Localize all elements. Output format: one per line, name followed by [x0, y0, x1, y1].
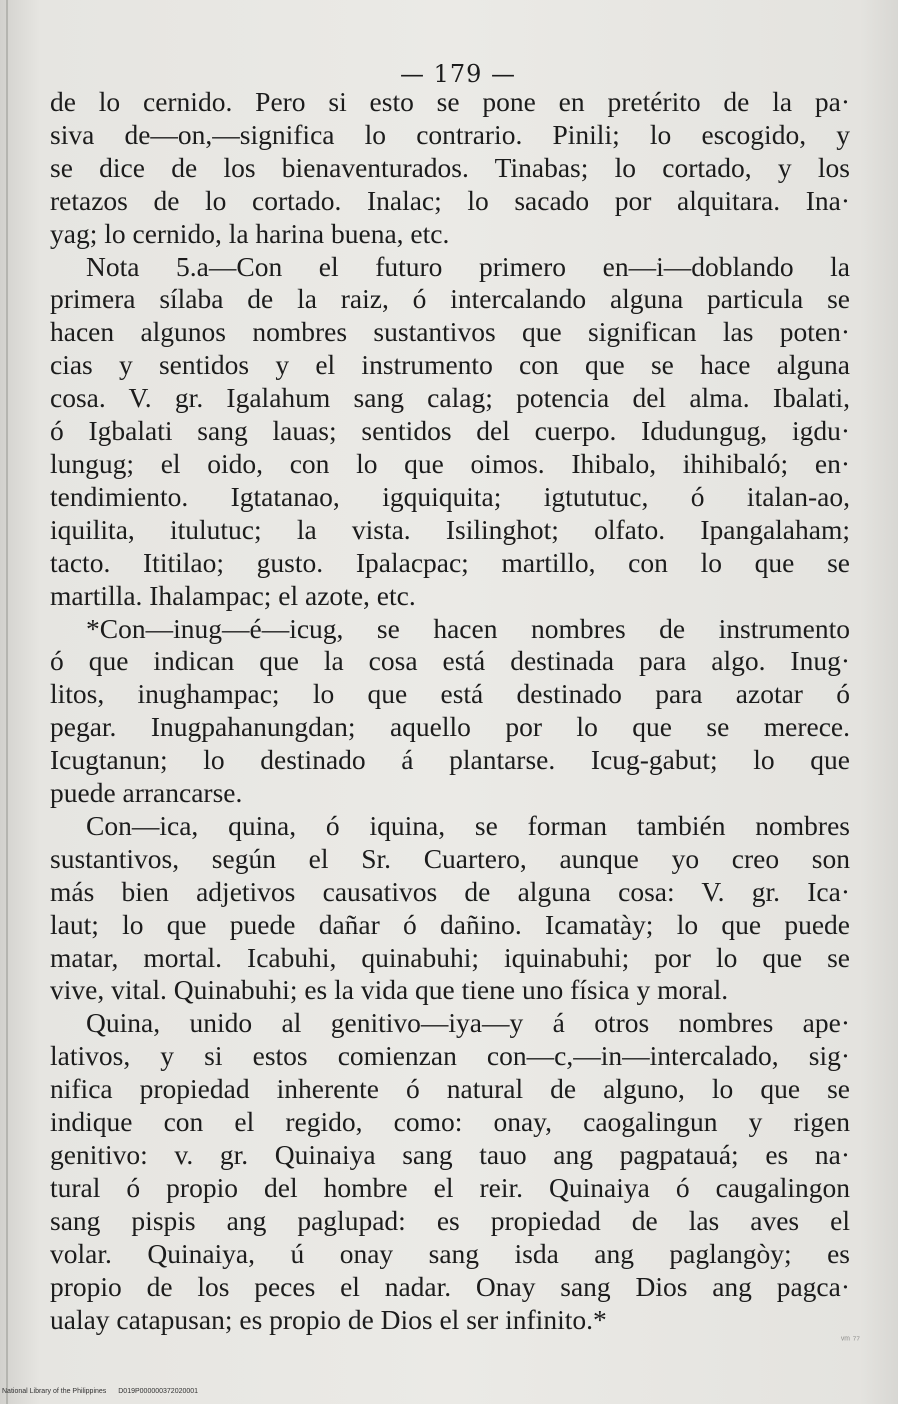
text-line: litos, inughampac; lo que está destinado para azotar ó — [50, 678, 850, 710]
paragraph-inug-icug — [50, 613, 850, 810]
text-line: se dice de los bienaventurados. Tinabas; lo cortado, y los — [50, 151, 850, 183]
text-line: cias y sentidos y el instrumento con que se hace alguna — [50, 349, 850, 381]
text-line: cosa. V. gr. Igalahum sang calag; potencia del alma. Ibalati, — [50, 382, 850, 414]
text-line: *Con—inug—é—icug, se hacen nombres de instrumento — [86, 612, 850, 644]
footer-code: D019P000000372020001 — [118, 1388, 199, 1395]
text-line: sang pispis ang paglupad: es propiedad de las aves el — [50, 1204, 850, 1236]
text-line: tacto. Ititilao; gusto. Ipalacpac; martillo, con lo que se — [50, 546, 850, 578]
text-line: propio de los peces el nadar. Onay sang Dios ang pagca· — [50, 1270, 850, 1302]
text-line: matar, mortal. Icabuhi, quinabuhi; iquinabuhi; por lo que se — [50, 941, 850, 973]
text-line: sustantivos, según el Sr. Cuartero, aunque yo creo son — [50, 842, 850, 874]
text-line: yag; lo cernido, la harina buena, etc. — [50, 217, 450, 249]
text-line: Nota 5.a—Con el futuro primero en—i—doblando la — [86, 250, 850, 282]
text-line: más bien adjetivos causativos de alguna cosa: V. gr. Ica· — [50, 875, 850, 907]
text-line: Quina, unido al genitivo—iya—y á otros nombres ape· — [86, 1007, 850, 1039]
page-number: — 179 — — [399, 60, 517, 88]
paragraph-nota-5 — [50, 251, 850, 613]
text-line: indique con el regido, como: onay, caogalingun y rigen — [50, 1106, 850, 1138]
text-line: volar. Quinaiya, ú onay sang isda ang paglangòy; es — [50, 1237, 850, 1269]
text-line: martilla. Ihalampac; el azote, etc. — [50, 579, 416, 611]
text-line: vive, vital. Quinabuhi; es la vida que tiene uno física y moral. — [50, 974, 729, 1006]
text-line: ó Igbalati sang lauas; sentidos del cuerpo. Idudungug, igdu· — [50, 415, 850, 447]
corner-mark: ᵛᵐ ⁷⁷ — [841, 1335, 860, 1346]
text-line: hacen algunos nombres sustantivos que significan las poten· — [50, 316, 850, 348]
text-line: tendimiento. Igtatanao, igquiquita; igtututuc, ó italan-ao, — [50, 480, 850, 512]
text-line: Icugtanun; lo destinado á plantarse. Icug-gabut; lo que — [50, 744, 850, 776]
text-line: lungug; el oido, con lo que oimos. Ihibalo, ihihibaló; en· — [50, 447, 850, 479]
text-line: laut; lo que puede dañar ó dañino. Icamatày; lo que puede — [50, 908, 850, 940]
text-line: tural ó propio del hombre el reir. Quinaiya ó caugalingon — [50, 1171, 850, 1203]
text-line: genitivo: v. gr. Quinaiya sang tauo ang pagpatauá; es na· — [50, 1139, 850, 1170]
text-line: puede arrancarse. — [50, 777, 243, 809]
binding-edge — [6, 0, 8, 1404]
paragraph-ica-quina — [50, 810, 850, 1007]
text-line: primera sílaba de la raiz, ó intercalando alguna particula se — [50, 283, 850, 315]
text-line: de lo cernido. Pero si esto se pone en pretérito de la pa· — [50, 86, 850, 117]
text-line: lativos, y si estos comienzan con—c,—in—intercalado, sig· — [50, 1040, 850, 1072]
text-line: retazos de lo cortado. Inalac; lo sacado por alquitara. Ina· — [50, 184, 850, 216]
text-line: nifica propiedad inherente ó natural de alguno, lo que se — [50, 1073, 850, 1105]
text-line: pegar. Inugpahanungdan; aquello por lo que se merece. — [50, 711, 850, 743]
paragraph-1 — [50, 86, 850, 251]
text-line: iquilita, itulutuc; la vista. Isilinghot; olfato. Ipangalaham; — [50, 513, 850, 545]
footer-library: National Library of the Philippines — [2, 1388, 107, 1395]
paragraph-quina-genitivo — [50, 1007, 850, 1336]
text-line: Con—ica, quina, ó iquina, se forman también nombres — [86, 809, 850, 841]
body-text — [50, 86, 850, 1336]
text-line: siva de—on,—significa lo contrario. Pinili; lo escogido, y — [50, 118, 850, 150]
scan-footer — [2, 1388, 208, 1395]
text-line: ualay catapusan; es propio de Dios el ser infinito.* — [50, 1303, 607, 1335]
text-line: ó que indican que la cosa está destinada para algo. Inug· — [50, 645, 850, 677]
